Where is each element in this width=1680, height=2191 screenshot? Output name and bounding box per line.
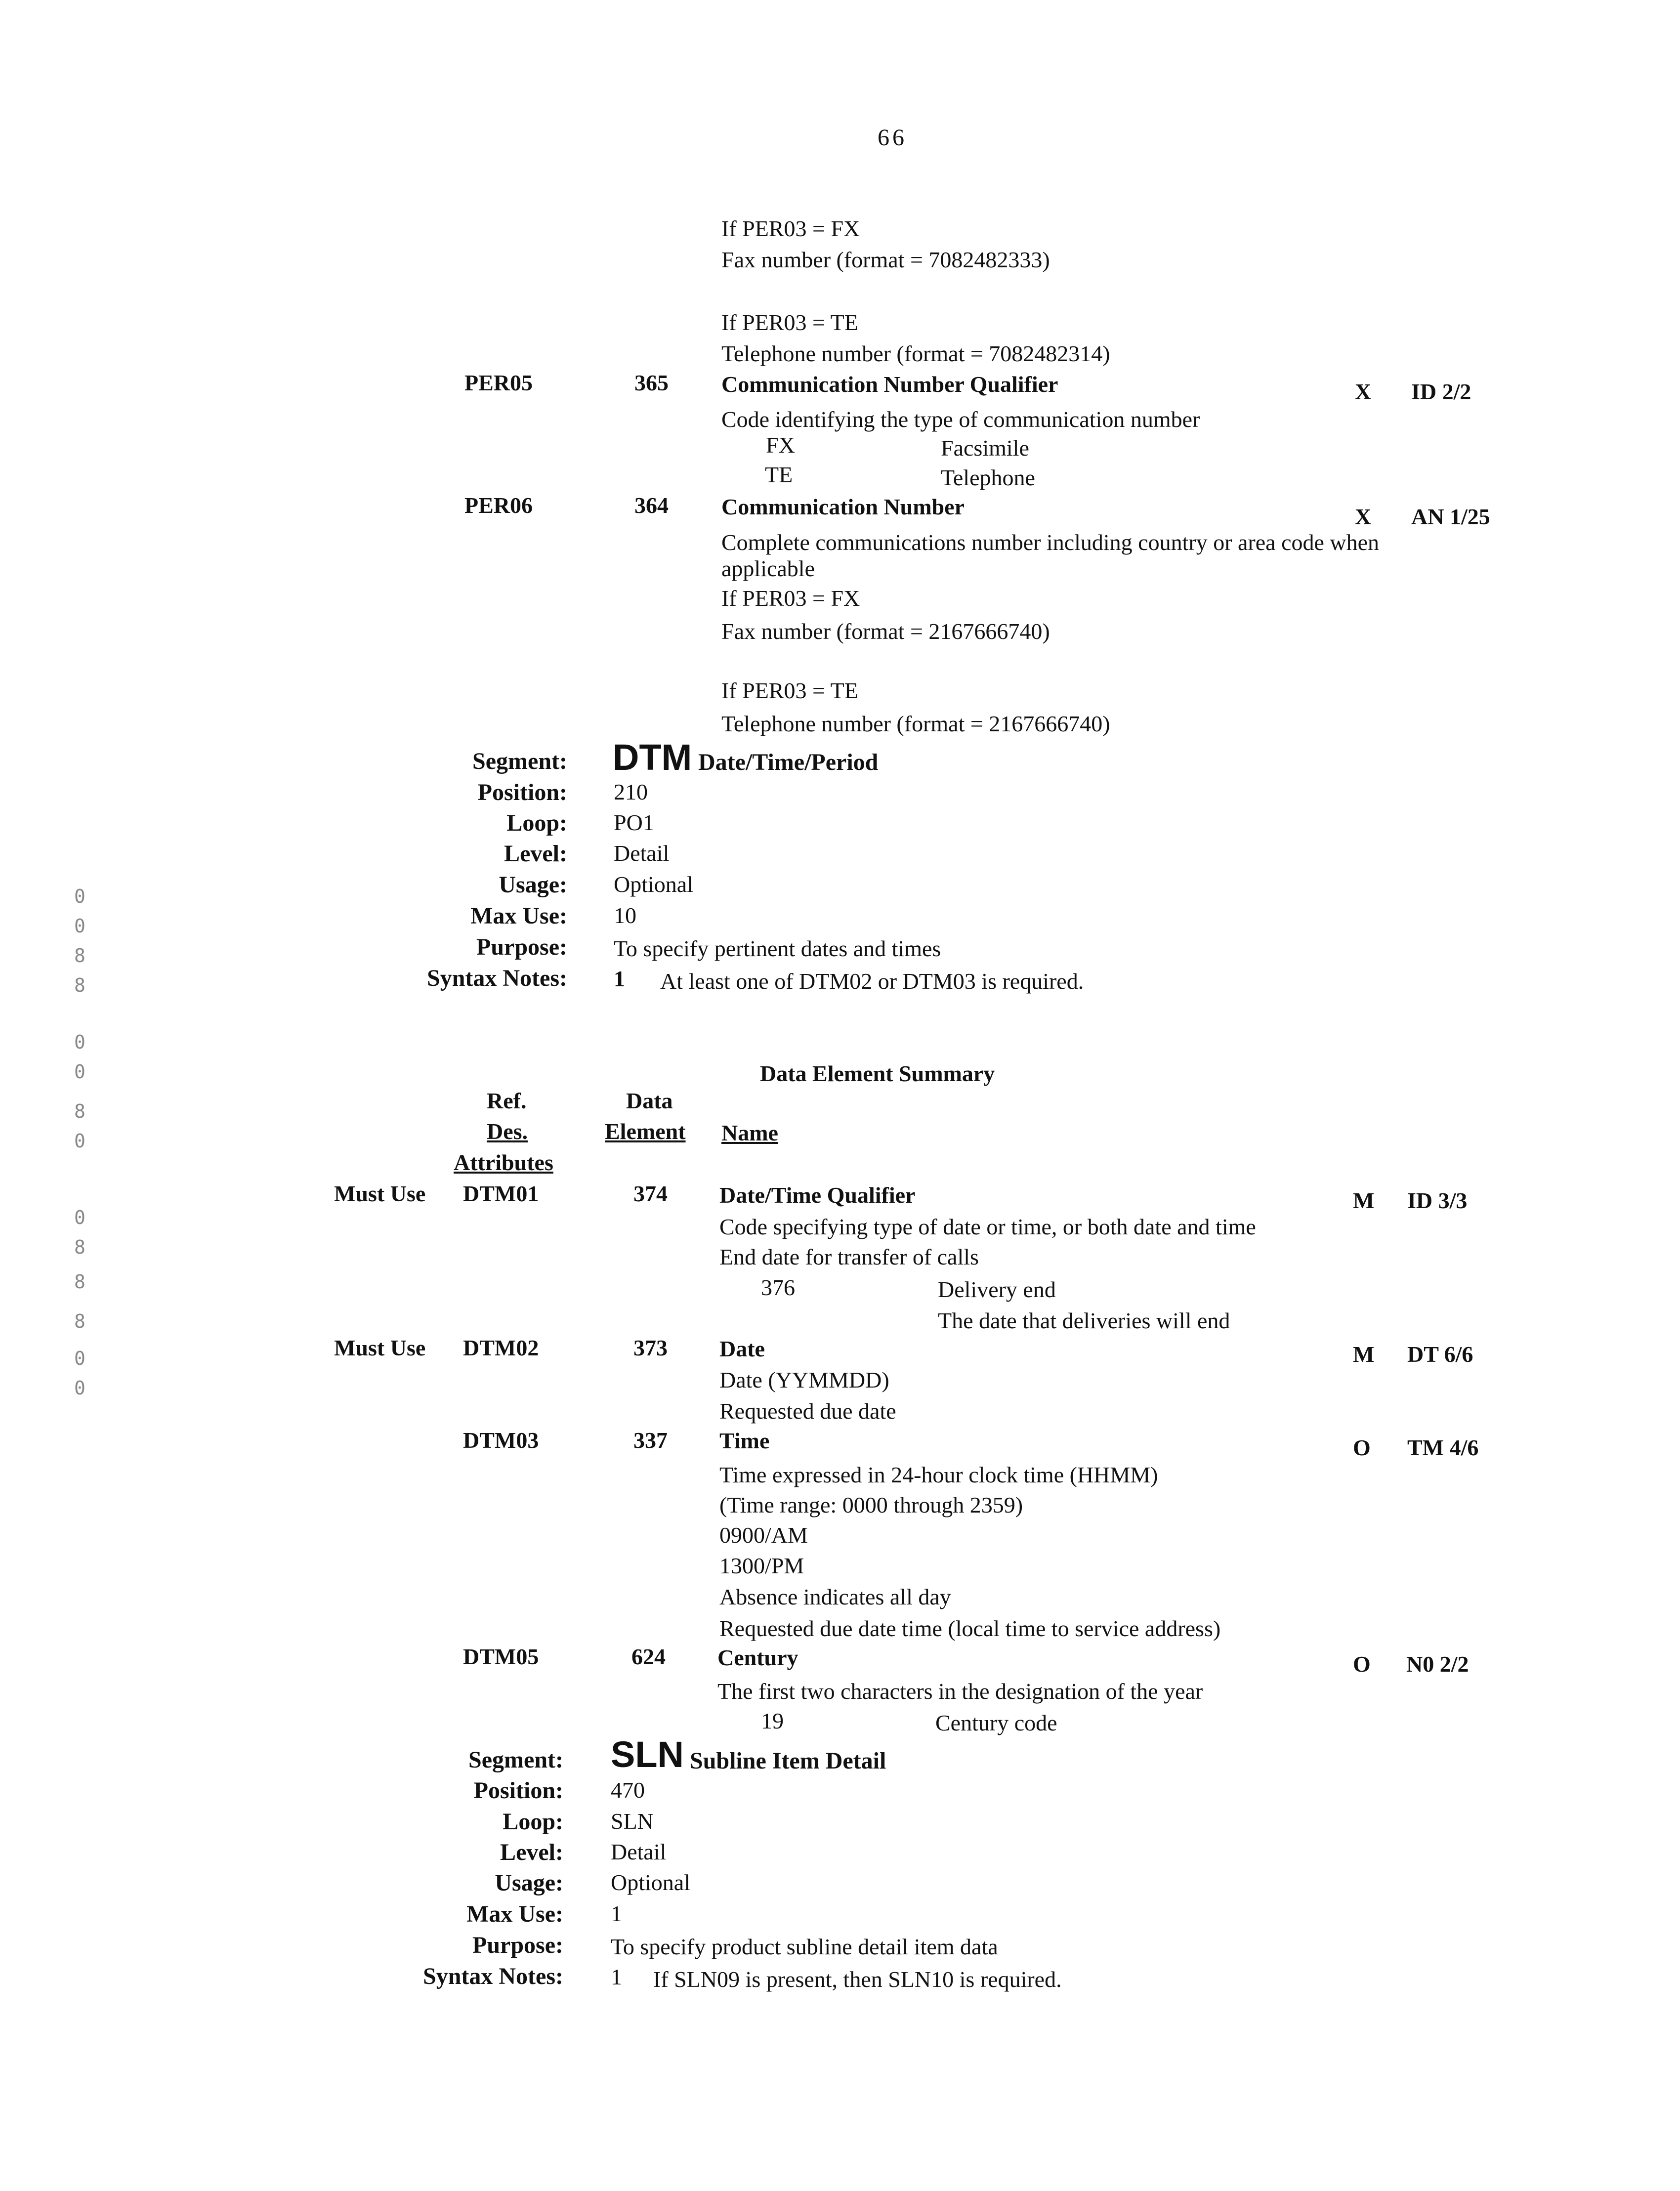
per05-desc: Code identifying the type of communication number: [721, 408, 1200, 431]
col-name: Name: [721, 1122, 778, 1144]
sln-level: Detail: [611, 1841, 666, 1863]
usage-label: Usage:: [370, 873, 567, 897]
margin-mark: 8: [74, 946, 91, 965]
usage-label: Usage:: [366, 1871, 563, 1895]
per-continuation-line: If PER03 = FX: [721, 217, 860, 240]
margin-mark: 8: [74, 1102, 91, 1121]
position-label: Position:: [370, 781, 567, 804]
dtm-max-use: 10: [614, 904, 636, 927]
margin-mark: 0: [74, 1208, 91, 1227]
margin-mark: 0: [74, 887, 91, 906]
dtm03-element: 337: [633, 1429, 668, 1452]
margin-mark: 0: [74, 1062, 91, 1081]
per06-type: AN 1/25: [1411, 506, 1490, 528]
dtm01-code-meaning: Delivery end: [938, 1278, 1056, 1301]
sln-segment-code: SLN: [611, 1736, 684, 1773]
per06-note: Fax number (format = 2167666740): [721, 620, 1050, 643]
dtm03-name: Time: [719, 1430, 769, 1452]
dtm05-ref: DTM05: [463, 1645, 539, 1668]
max-use-label: Max Use:: [370, 904, 567, 928]
loop-label: Loop:: [370, 811, 567, 835]
purpose-label: Purpose:: [366, 1934, 563, 1957]
per05-name: Communication Number Qualifier: [721, 373, 1058, 396]
dtm01-note: End date for transfer of calls: [719, 1246, 979, 1268]
dtm03-type: TM 4/6: [1407, 1436, 1478, 1459]
per05-code: FX: [766, 434, 795, 457]
margin-mark: 8: [74, 976, 91, 995]
sln-purpose: To specify product subline detail item data: [611, 1936, 998, 1958]
dtm-usage: Optional: [614, 873, 693, 896]
page-number: 66: [878, 126, 907, 150]
dtm01-code: 376: [761, 1276, 795, 1299]
col-data: Data: [626, 1090, 673, 1112]
dtm03-line: Time expressed in 24-hour clock time (HHMM): [719, 1464, 1158, 1486]
per05-type: ID 2/2: [1411, 380, 1471, 403]
dtm02-desc: Date (YYMMDD): [719, 1369, 889, 1391]
dtm02-name: Date: [719, 1338, 765, 1360]
dtm02-type: DT 6/6: [1407, 1343, 1473, 1366]
dtm-syntax-number: 1: [614, 968, 625, 990]
position-label: Position:: [366, 1779, 563, 1803]
sln-loop: SLN: [611, 1810, 654, 1833]
dtm02-ref: DTM02: [463, 1337, 539, 1359]
margin-mark: 0: [74, 1132, 91, 1150]
dtm03-ref: DTM03: [463, 1429, 539, 1452]
col-des: Des.: [487, 1120, 528, 1143]
dtm05-req: O: [1353, 1653, 1371, 1676]
per05-code: TE: [765, 463, 793, 486]
per06-note: If PER03 = FX: [721, 587, 860, 610]
purpose-label: Purpose:: [370, 935, 567, 959]
dtm01-ref: DTM01: [463, 1182, 539, 1205]
dtm05-type: N0 2/2: [1406, 1653, 1469, 1676]
dtm01-element: 374: [633, 1182, 668, 1205]
dtm05-code-meaning: Century code: [935, 1712, 1057, 1734]
col-element: Element: [605, 1120, 686, 1143]
sln-segment-name: Subline Item Detail: [690, 1749, 886, 1773]
per05-element: 365: [634, 372, 669, 394]
dtm03-line: (Time range: 0000 through 2359): [719, 1494, 1023, 1517]
per06-req: X: [1355, 506, 1371, 528]
per-continuation-line: If PER03 = TE: [721, 311, 858, 334]
sln-syntax-text: If SLN09 is present, then SLN10 is required.: [653, 1968, 1062, 1991]
sln-max-use: 1: [611, 1902, 622, 1925]
loop-label: Loop:: [366, 1810, 563, 1834]
dtm05-element: 624: [631, 1645, 666, 1668]
sln-position: 470: [611, 1779, 645, 1802]
per06-ref: PER06: [464, 494, 533, 517]
dtm05-code: 19: [761, 1710, 784, 1732]
dtm02-must-use: Must Use: [334, 1337, 425, 1359]
dtm-segment-code: DTM: [613, 739, 692, 776]
per05-ref: PER05: [464, 372, 533, 394]
dtm02-element: 373: [633, 1337, 668, 1359]
dtm03-line: 1300/PM: [719, 1555, 804, 1577]
dtm01-req: M: [1353, 1189, 1374, 1212]
dtm-syntax-text: At least one of DTM02 or DTM03 is required.: [660, 970, 1084, 993]
max-use-label: Max Use:: [366, 1902, 563, 1926]
dtm-purpose: To specify pertinent dates and times: [614, 937, 941, 960]
margin-mark: 0: [74, 1033, 91, 1052]
dtm03-line: Requested due date time (local time to service address): [719, 1617, 1220, 1640]
dtm02-req: M: [1353, 1343, 1374, 1366]
dtm-segment-name: Date/Time/Period: [698, 751, 878, 774]
per06-note: If PER03 = TE: [721, 679, 858, 702]
per06-name: Communication Number: [721, 496, 965, 518]
dtm02-note: Requested due date: [719, 1400, 896, 1423]
summary-title: Data Element Summary: [760, 1062, 995, 1085]
dtm-loop: PO1: [614, 811, 654, 834]
col-attributes: Attributes: [454, 1151, 553, 1174]
margin-mark: 8: [74, 1312, 91, 1331]
segment-label: Segment:: [370, 750, 567, 773]
margin-mark: 0: [74, 1349, 91, 1368]
sln-syntax-number: 1: [611, 1966, 622, 1988]
per05-req: X: [1355, 380, 1371, 403]
dtm01-name: Date/Time Qualifier: [719, 1184, 915, 1207]
per-continuation-line: Telephone number (format = 7082482314): [721, 342, 1110, 365]
per06-desc: Complete communications number including country or area code when: [721, 531, 1379, 554]
dtm-position: 210: [614, 781, 648, 803]
dtm03-line: 0900/AM: [719, 1524, 808, 1547]
per06-note: Telephone number (format = 2167666740): [721, 713, 1110, 735]
per05-code-meaning: Facsimile: [941, 437, 1029, 460]
dtm-level: Detail: [614, 842, 669, 865]
segment-label: Segment:: [366, 1748, 563, 1772]
dtm03-line: Absence indicates all day: [719, 1586, 951, 1608]
margin-mark: 0: [74, 1379, 91, 1397]
dtm05-name: Century: [717, 1646, 798, 1669]
dtm05-desc: The first two characters in the designation of the year: [717, 1680, 1203, 1703]
syntax-notes-label: Syntax Notes:: [370, 967, 567, 990]
dtm03-req: O: [1353, 1436, 1371, 1459]
dtm01-code-desc: The date that deliveries will end: [938, 1309, 1230, 1332]
sln-usage: Optional: [611, 1871, 690, 1894]
level-label: Level:: [366, 1841, 563, 1864]
dtm01-type: ID 3/3: [1407, 1189, 1467, 1212]
per05-code-meaning: Telephone: [941, 466, 1035, 489]
per-continuation-line: Fax number (format = 7082482333): [721, 249, 1050, 271]
syntax-notes-label: Syntax Notes:: [366, 1965, 563, 1988]
dtm01-desc: Code specifying type of date or time, or both date and time: [719, 1216, 1256, 1238]
margin-mark: 8: [74, 1272, 91, 1291]
level-label: Level:: [370, 842, 567, 866]
per06-desc: applicable: [721, 557, 815, 580]
col-ref: Ref.: [487, 1090, 526, 1112]
margin-mark: 0: [74, 917, 91, 935]
margin-mark: 8: [74, 1238, 91, 1257]
dtm01-must-use: Must Use: [334, 1182, 425, 1205]
per06-element: 364: [634, 494, 669, 517]
